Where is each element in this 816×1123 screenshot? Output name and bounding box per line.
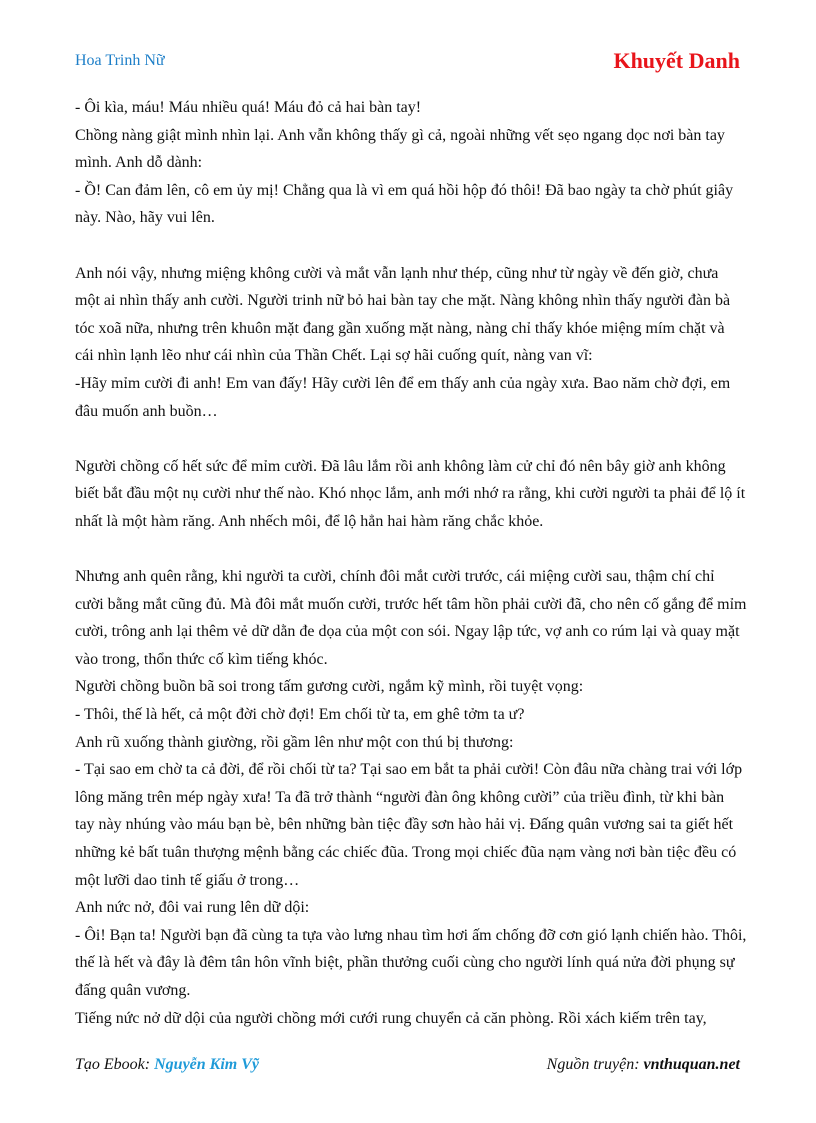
paragraph: - Ôi kìa, máu! Máu nhiều quá! Máu đỏ cả hai bàn tay! — [75, 99, 422, 116]
paragraph: - Thôi, thế là hết, cả một đời chờ đợi! Em chối từ ta, em ghê tởm ta ư? — [75, 706, 525, 724]
paragraph: Anh nức nở, đôi vai rung lên dữ dội: — [75, 899, 310, 917]
paragraph: Nhưng anh quên rằng, khi người ta cười, chính đôi mắt cười trước, cái miệng cười sau, thậm chí chỉ cười bằng mắt cũng đủ. Mà đôi mắt muốn cười, trước hết tâm hồn phải cười đã, cho nên cố gắng để mỉm cười, trông anh lại thêm vẻ dữ dằn đe dọa của một con sói. Ngay lập tức, vợ anh co rúm lại và quay mặt vào trong, thổn thức cố kìm tiếng khóc. — [75, 568, 747, 668]
paragraph: - Ồ! Can đảm lên, cô em ủy mị! Chẳng qua là vì em quá hồi hộp đó thôi! Đã bao ngày ta chờ phút giây này. Nào, hãy vui lên. — [75, 181, 734, 227]
author-name: Khuyết Danh — [613, 48, 740, 73]
paragraph: - Ôi! Bạn ta! Người bạn đã cùng ta tựa vào lưng nhau tìm hơi ấm chống đỡ cơn gió lạnh chiến hào. Thôi, thế là hết và đây là đêm tân hôn vĩnh biệt, phần thưởng cuối cùng cho người lính quá nửa đời phụng sự đấng quân vương. — [75, 926, 747, 999]
source-separator: : — [634, 1056, 644, 1073]
ebook-separator: : — [144, 1056, 155, 1073]
paragraph: Chồng nàng giật mình nhìn lại. Anh vẫn không thấy gì cả, ngoài những vết sẹo ngang dọc nơi bàn tay mình. Anh dỗ dành: — [75, 126, 725, 172]
paragraph: Người chồng cố hết sức để mỉm cười. Đã lâu lắm rồi anh không làm cử chỉ đó nên bây giờ anh không biết bắt đầu một nụ cười như thế nào. Khó nhọc lắm, anh mới nhớ ra rằng, khi cười người ta phải để lộ ít nhất là một hàm răng. Anh nhếch môi, để lộ hẳn hai hàm răng chắc khỏe. — [75, 457, 746, 530]
paragraph: Tiếng nức nở dữ dội của người chồng mới cưới rung chuyển cả căn phòng. Rồi xách kiếm trên tay, — [75, 1009, 707, 1027]
source-credit — [547, 1056, 740, 1074]
paragraph: Người chồng buồn bã soi trong tấm gương cười, ngắm kỹ mình, rồi tuyệt vọng: — [75, 678, 584, 696]
source-site: vnthuquan.net — [643, 1056, 740, 1073]
source-label: Nguồn truyện — [546, 1056, 635, 1073]
paragraph: -Hãy mỉm cười đi anh! Em van đấy! Hãy cười lên để em thấy anh của ngày xưa. Bao năm chờ đợi, em đâu muốn anh buồn… — [75, 374, 731, 420]
ebook-author: Nguyễn Kim Vỹ — [154, 1056, 259, 1073]
paragraph: Anh rũ xuống thành giường, rồi gầm lên như một con thú bị thương: — [75, 733, 514, 751]
paragraph: - Tại sao em chờ ta cả đời, để rồi chối từ ta? Tại sao em bắt ta phải cười! Còn đâu nữa chàng trai với lớp lông măng trên mép ngày xưa! Ta đã trở thành “người đàn ông không cười” của triều đình, từ khi bàn tay này nhúng vào máu bạn bè, bên những bàn tiệc đầy sơn hào hải vị. Đấng quân vương sai ta giết hết những kẻ bất tuân thượng mệnh bằng các chiếc đũa. Trong mọi chiếc đũa nạm vàng nơi bàn tiệc đều có một lưỡi dao tinh tế giấu ở trong… — [75, 761, 743, 889]
ebook-credit — [75, 1056, 259, 1074]
story-text — [75, 94, 747, 1032]
ebook-label: Tạo Ebook — [75, 1056, 145, 1073]
book-title: Hoa Trinh Nữ — [75, 52, 165, 69]
paragraph: Anh nói vậy, nhưng miệng không cười và mắt vẫn lạnh như thép, cũng như từ ngày về đến giờ, chưa một ai nhìn thấy anh cười. Người trinh nữ bỏ hai bàn tay che mặt. Nàng không nhìn thấy người đàn bà tóc xoã nữa, nhưng trên khuôn mặt đang gần xuống mặt nàng, nàng chỉ thấy khóe miệng mím chặt và cái nhìn lạnh lẽo như cái nhìn của Thần Chết. Lại sợ hãi cuống quít, nàng van vĩ: — [75, 264, 731, 365]
